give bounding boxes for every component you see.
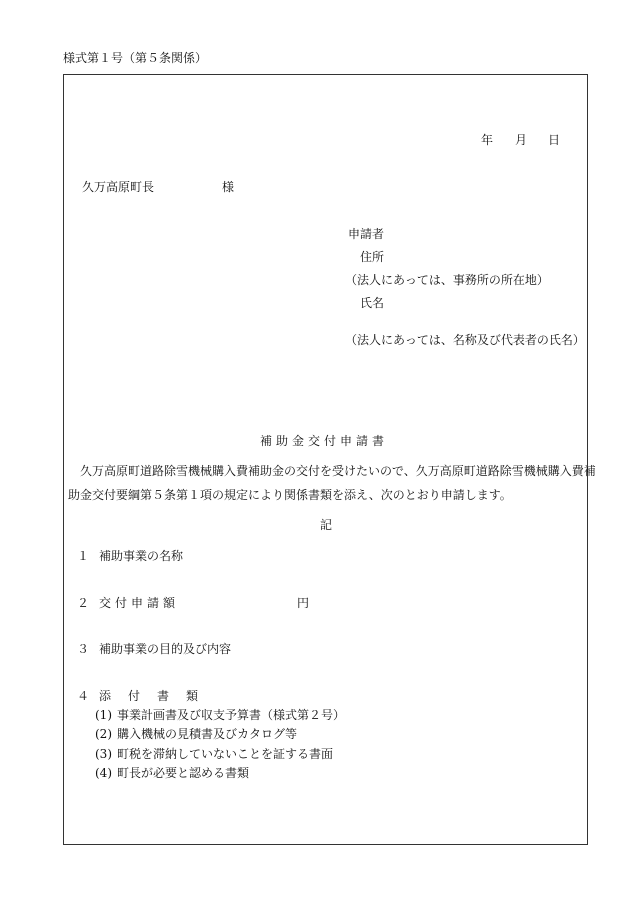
item-1-label: 補助事業の名称 [99, 549, 184, 563]
date-month: 月 [515, 133, 528, 147]
applicant-name-note: （法人にあっては、名称及び代表者の氏名） [345, 333, 585, 347]
date-day: 日 [548, 133, 561, 147]
item-2-number: ２ [77, 596, 90, 610]
addressee-name: 久万高原町長 [82, 180, 155, 194]
attachment-1-text: 事業計画書及び収支予算書（様式第２号） [117, 708, 346, 722]
item-4-label: 添付書類 [99, 689, 216, 703]
intro-line-2: 助金交付要綱第５条第１項の規定により関係書類を添え、次のとおり申請します。 [68, 488, 512, 502]
attachment-4-text: 町長が必要と認める書類 [117, 766, 250, 780]
form-title: 補助金交付申請書 [260, 434, 389, 448]
ki-marker: 記 [320, 518, 333, 532]
item-4-number: ４ [77, 689, 90, 703]
date-year: 年 [481, 133, 494, 147]
form-number-label: 様式第１号（第５条関係） [63, 51, 208, 65]
attachment-3-number: (3) [95, 747, 112, 761]
attachment-2-text: 購入機械の見積書及びカタログ等 [117, 727, 298, 741]
item-3-label: 補助事業の目的及び内容 [99, 642, 232, 656]
applicant-heading: 申請者 [348, 227, 385, 241]
attachment-2-number: (2) [95, 727, 112, 741]
applicant-address-note: （法人にあっては、事務所の所在地） [345, 273, 549, 287]
intro-line-1: 久万高原町道路除雪機械購入費補助金の交付を受けたいので、久万高原町道路除雪機械購入費補 [80, 464, 596, 478]
addressee-honorific: 様 [222, 180, 235, 194]
attachment-4-number: (4) [95, 766, 112, 780]
item-1-number: １ [77, 549, 90, 563]
item-2-label: 交付申請額 [99, 596, 180, 610]
attachment-1-number: (1) [95, 708, 112, 722]
applicant-address-label: 住所 [360, 250, 385, 264]
item-2-unit: 円 [297, 596, 310, 610]
item-3-number: ３ [77, 642, 90, 656]
attachment-3-text: 町税を滞納していないことを証する書面 [117, 747, 334, 761]
applicant-name-label: 氏名 [360, 296, 385, 310]
